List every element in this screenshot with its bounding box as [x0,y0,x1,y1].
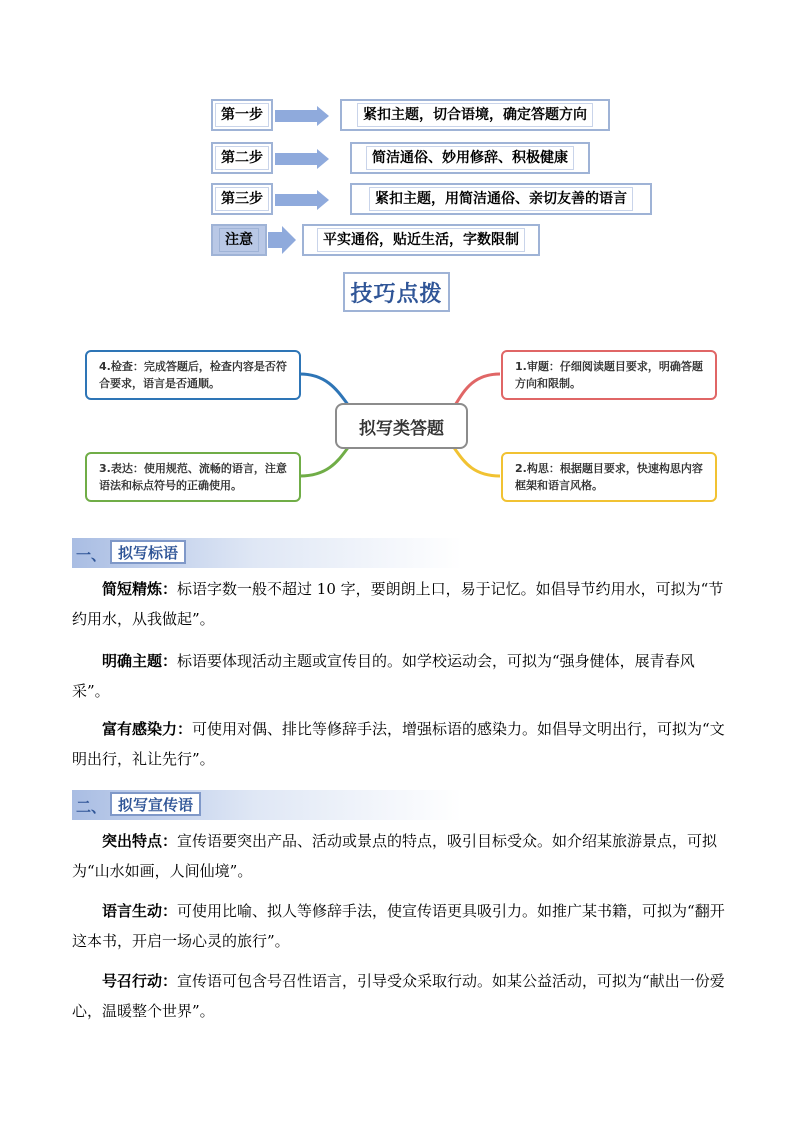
paragraph: 语言生动：可使用比喻、拟人等修辞手法，使宣传语更具吸引力。如推广某书籍，可拟为“翻开这本书，开启一场心灵的旅行”。 [72,902,725,950]
step-text-2: 简洁通俗、妙用修辞、积极健康 [350,142,590,174]
section-heading-slogan: 一、 拟写标语 [72,538,722,568]
step-label-1: 第一步 [211,99,273,131]
note-label: 注意 [211,224,267,256]
mindmap-node-plan: 2.构思：根据题目要求，快速构思内容框架和语言风格。 [501,452,717,502]
step-label-2: 第二步 [211,142,273,174]
paragraph: 富有感染力：可使用对偶、排比等修辞手法，增强标语的感染力。如倡导文明出行，可拟为“文明出行，礼让先行”。 [72,720,725,768]
note-text: 平实通俗，贴近生活，字数限制 [302,224,540,256]
step-text-1: 紧扣主题，切合语境，确定答题方向 [340,99,610,131]
step-text-3: 紧扣主题，用简洁通俗、亲切友善的语言 [350,183,652,215]
paragraph: 号召行动：宣传语可包含号召性语言，引导受众采取行动。如某公益活动，可拟为“献出一份爱心，温暖整个世界”。 [72,972,725,1020]
step-label-3: 第三步 [211,183,273,215]
paragraph: 突出特点：宣传语要突出产品、活动或景点的特点，吸引目标受众。如介绍某旅游景点，可拟为“山水如画，人间仙境”。 [72,832,718,880]
paragraph: 明确主题：标语要体现活动主题或宣传目的。如学校运动会，可拟为“强身健体，展青春风采”。 [72,652,695,700]
tips-title: 技巧点拨 [343,272,450,312]
section-heading-promo: 二、 拟写宣传语 [72,790,722,820]
paragraph: 简短精炼：标语字数一般不超过 10 字，要朗朗上口，易于记忆。如倡导节约用水，可拟为“节约用水，从我做起”。 [72,580,724,628]
mindmap-node-express: 3.表达：使用规范、流畅的语言，注意语法和标点符号的正确使用。 [85,452,301,502]
mindmap-node-check: 4.检查：完成答题后，检查内容是否符合要求，语言是否通顺。 [85,350,301,400]
mindmap-center: 拟写类答题 [335,403,468,449]
mindmap-node-review: 1.审题：仔细阅读题目要求，明确答题方向和限制。 [501,350,717,400]
